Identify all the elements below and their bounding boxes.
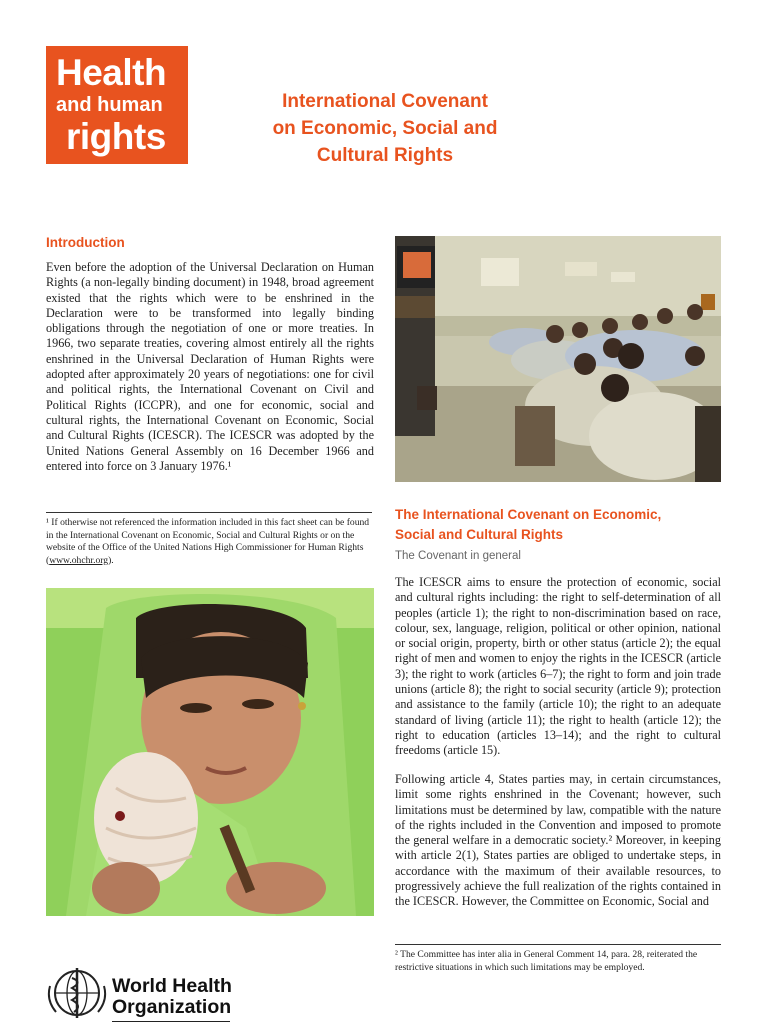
covenant-heading-line-2: Social and Cultural Rights [395, 527, 564, 542]
badge-line-2: and human [56, 94, 163, 116]
ohchr-link[interactable]: www.ohchr.org [49, 554, 109, 566]
who-line-2: Organization [112, 996, 232, 1018]
who-wordmark [112, 976, 232, 1018]
woman-with-yarn-photo [46, 588, 374, 916]
title-line-2: on Economic, Social and [272, 118, 498, 139]
intro-body: Even before the adoption of the Universal Declaration on Human Rights (a non-legally binding document) in 1948, broad agreement existed that the rights which were to be enshrined in the Declaration were to be transformed into legally binding obligations through the negotiation of one or more treaties. In 1966, two separate treaties, covering almost entirely all the rights enshrined in the Universal Declaration of Human Rights were adopted after approximately 20 years of negotiations: one for civil and political rights, the International Covenant on Civil and Political Rights (ICCPR), and one for economic, social and cultural rights, the International Covenant on Economic, Social and Cultural Rights (ICESCR). The ICESCR was adopted by the United Nations General Assembly on 16 December 1966 and entered into force on 3 January 1976.¹ [46, 260, 374, 473]
footnote-1 [46, 517, 372, 567]
title-line-1: International Covenant [282, 91, 488, 112]
page-title [250, 88, 520, 169]
covenant-para-2: Following article 4, States parties may, in certain circumstances, limit some rights enshrined in the Covenant; however, such limitations must be determined by law, compatible with the nature of the rights included in the Convention and imposed to promote the general welfare in a democratic society.² Moreover, in keeping with article 2(1), States parties are obliged to undertake steps, in accordance with the maximum of their available resources, to progressively achieve the full realization of the rights contained in the ICESCR. However, the Committee on Economic, Social and [395, 772, 721, 909]
footnote-rule [46, 512, 372, 513]
intro-heading: Introduction [46, 235, 125, 250]
who-emblem-icon [46, 966, 108, 1020]
badge-line-3: rights [66, 116, 166, 157]
footnote-2-rule [395, 944, 721, 945]
who-underline [112, 1021, 230, 1022]
footnote-2: ² The Committee has inter alia in General Comment 14, para. 28, reiterated the restrictive situations in which such limitations may be employed. [395, 949, 698, 973]
badge-line-1: Health [56, 52, 167, 93]
who-line-1: World Health [112, 975, 232, 997]
footnote-1-end: ). [108, 554, 114, 566]
covenant-para-1: The ICESCR aims to ensure the protection of economic, social and cultural rights including: the right to self-determination of all peoples (article 1); the right to non-discrimination based on race, colour, sex, language, religion, political or other opinion, national or social origin, property, birth or other status (article 2); the equal right of men and women to enjoy the rights in the ICESCR (article 3); the right to work (articles 6–7); the right to form and join trade unions (article 8); the right to social security (article 9); protection and assistance to the family (article 10); the right to an adequate standard of living (article 11); the right to health (article 12); the right to education (articles 13–14); and the right to cultural freedoms (article 15). [395, 575, 721, 758]
classroom-photo [395, 236, 721, 482]
covenant-heading [395, 505, 725, 545]
health-human-rights-badge [46, 46, 188, 164]
title-line-3: Cultural Rights [316, 145, 454, 166]
covenant-subheading: The Covenant in general [395, 550, 521, 562]
footnote-1-text: ¹ If otherwise not referenced the information included in this fact sheet can be found in the International Covenant on Economic, Social and Cultural Rights or on the website of the Office of the United Nations High Commissioner for Human Rights ( [46, 517, 370, 566]
covenant-heading-line-1: The International Covenant on Economic, [395, 507, 662, 522]
